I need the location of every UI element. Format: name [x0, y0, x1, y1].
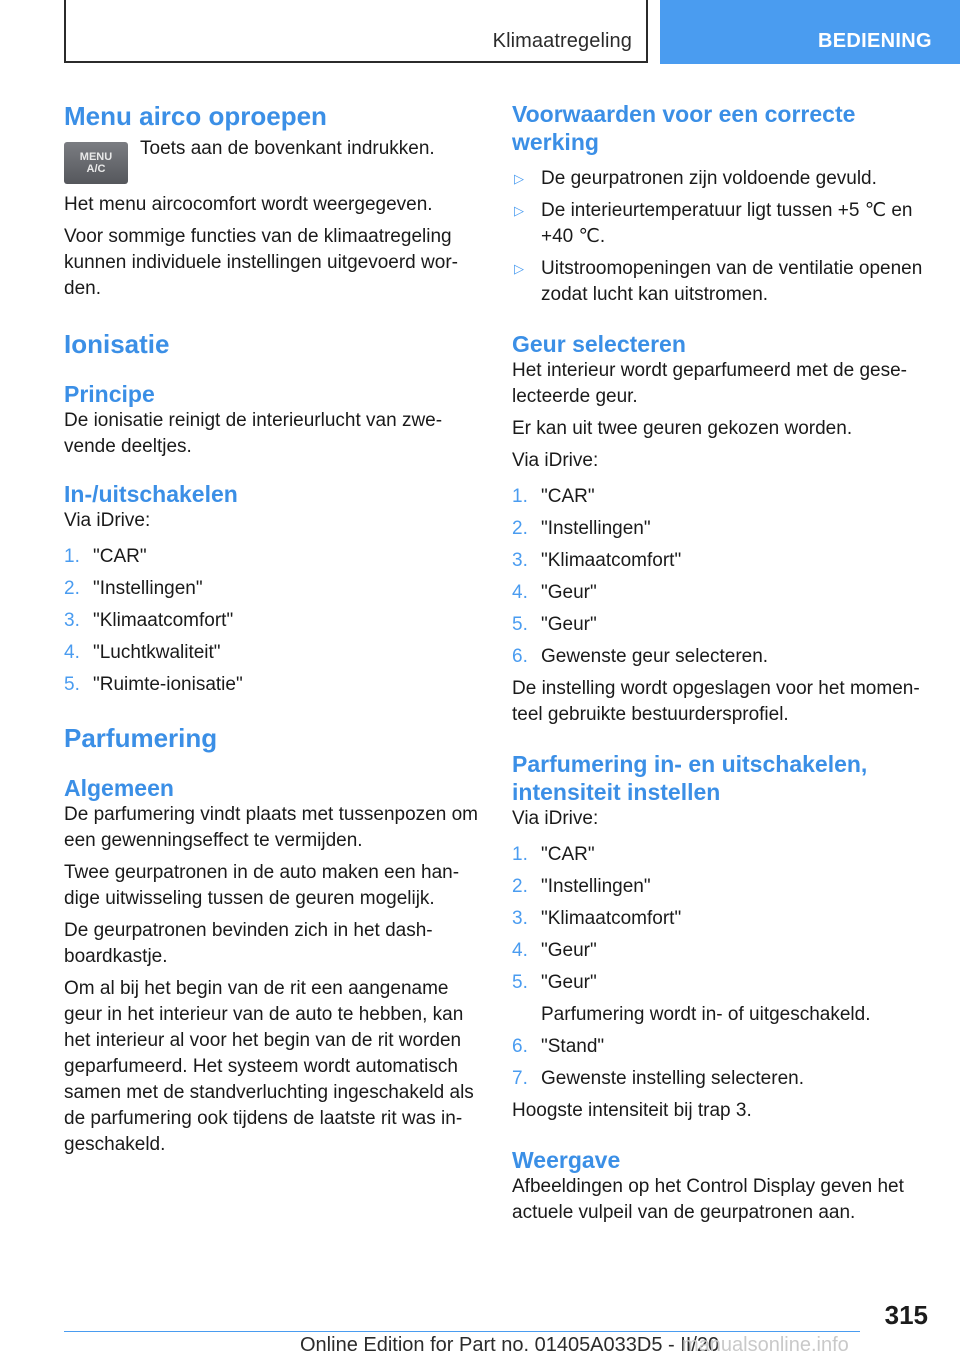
- list-item: [512, 874, 932, 900]
- step-number: 1.: [512, 844, 528, 865]
- parf-paragraph-1: Hoogste intensiteit bij trap 3.: [512, 1100, 752, 1121]
- header-tab-label: BEDIENING: [818, 30, 932, 52]
- footer-divider: [64, 1331, 860, 1332]
- step-number: 3.: [64, 610, 80, 631]
- step-text: "CAR": [541, 486, 595, 507]
- step-number: 6.: [512, 646, 528, 667]
- menu-button-line1: MENU: [79, 151, 113, 163]
- step-number: 2.: [64, 578, 80, 599]
- parfumering-heading: Parfumering: [64, 723, 218, 753]
- step-text: "CAR": [93, 546, 147, 567]
- algemeen-heading: Algemeen: [64, 775, 174, 801]
- condition-text: De geurpatronen zijn voldoende gevuld.: [541, 168, 877, 189]
- geur-intro: Via iDrive:: [512, 450, 599, 471]
- algemeen-paragraph-2: Twee geurpatronen in de auto maken een han-dige uitwisseling tussen de geuren mogelijk.: [64, 862, 460, 909]
- footer-edition-text: Online Edition for Part no. 01405A033D5 - II/20: [300, 1334, 720, 1356]
- voorwaarden-heading: Voorwaarden voor een correcte werking: [512, 101, 856, 155]
- step-subtext: Parfumering wordt in- of uitgeschakeld.: [541, 1004, 871, 1025]
- step-text: "Instellingen": [93, 578, 203, 599]
- step-number: 5.: [512, 972, 528, 993]
- ionisatie-heading: Ionisatie: [64, 329, 170, 359]
- step-number: 1.: [512, 486, 528, 507]
- weergave-paragraph: Afbeeldingen op het Control Display geven het actuele vulpeil van de geurpatronen aan.: [512, 1176, 904, 1223]
- list-item: [512, 166, 932, 192]
- menu-button-line2: A/C: [86, 163, 106, 175]
- step-number: 6.: [512, 1036, 528, 1057]
- list-item: [512, 906, 932, 932]
- list-item: [512, 970, 932, 1028]
- step-number: 3.: [512, 908, 528, 929]
- list-item: [512, 580, 932, 606]
- left-column: [64, 100, 480, 1158]
- step-number: 5.: [64, 674, 80, 695]
- watermark: [682, 1334, 849, 1357]
- menu-heading: Menu airco oproepen: [64, 101, 327, 131]
- algemeen-paragraph-3: De geurpatronen bevinden zich in het dash-boardkastje.: [64, 920, 433, 967]
- step-text: "Geur": [541, 582, 597, 603]
- geur-paragraph-2: Er kan uit twee geuren gekozen worden.: [512, 418, 853, 439]
- step-text: "Luchtkwaliteit": [93, 642, 221, 663]
- voorwaarden-list: [512, 166, 932, 308]
- step-number: 1.: [64, 546, 80, 567]
- triangle-bullet-icon: ▷: [514, 203, 524, 218]
- parf-steps-list: [512, 842, 932, 1092]
- step-number: 4.: [512, 940, 528, 961]
- list-item: [512, 198, 932, 250]
- header-tab: [660, 0, 960, 64]
- list-item: [512, 1034, 932, 1060]
- parf-intro: Via iDrive:: [512, 808, 599, 829]
- step-text: "Klimaatcomfort": [541, 908, 682, 929]
- menu-button-row: [64, 140, 480, 184]
- inuit-intro: Via iDrive:: [64, 510, 151, 531]
- step-text: "Ruimte-ionisatie": [93, 674, 243, 695]
- weergave-heading: Weergave: [512, 1147, 621, 1173]
- list-item: [512, 1066, 932, 1092]
- right-column: [512, 100, 932, 1226]
- step-number: 4.: [64, 642, 80, 663]
- principe-heading: Principe: [64, 381, 155, 407]
- step-text: "Geur": [541, 972, 597, 993]
- geur-paragraph-3: De instelling wordt opgeslagen voor het momen-teel gebruikte bestuurdersprofiel.: [512, 678, 920, 725]
- menu-paragraph-1: Het menu aircocomfort wordt weergegeven.: [64, 194, 433, 215]
- step-text: "Klimaatcomfort": [93, 610, 234, 631]
- triangle-bullet-icon: ▷: [514, 261, 524, 276]
- step-number: 7.: [512, 1068, 528, 1089]
- list-item: [64, 608, 480, 634]
- parf-heading: Parfumering in- en uitschakelen, intensiteit instellen: [512, 751, 868, 805]
- step-text: "CAR": [541, 844, 595, 865]
- geur-paragraph-1: Het interieur wordt geparfumeerd met de gese-lecteerde geur.: [512, 360, 907, 407]
- inuit-heading: In-/uitschakelen: [64, 481, 238, 507]
- step-text: "Geur": [541, 940, 597, 961]
- principe-text: De ionisatie reinigt de interieurlucht van zwe-vende deeltjes.: [64, 410, 443, 457]
- list-item: [64, 640, 480, 666]
- list-item: [512, 612, 932, 638]
- step-text: "Geur": [541, 614, 597, 635]
- page-number: 315: [884, 1300, 928, 1330]
- menu-paragraph-2: Voor sommige functies van de klimaatregeling kunnen individuele instellingen uitgevoerd wor-den.: [64, 226, 458, 299]
- geur-heading: Geur selecteren: [512, 331, 686, 357]
- step-number: 3.: [512, 550, 528, 571]
- watermark-site: manualsonline.info: [682, 1334, 849, 1356]
- inuit-steps-list: [64, 544, 480, 698]
- algemeen-paragraph-4: Om al bij het begin van de rit een aangename geur in het interieur van de auto te hebben, kan het interieur al voor het begin van de rit worden geparfumeerd. Het systeem wordt automatisch samen met de standverluchting ingeschakeld als de parfumering ook tijdens de laatste rit was in-geschakeld.: [64, 978, 474, 1155]
- step-text: "Instellingen": [541, 876, 651, 897]
- step-number: 2.: [512, 876, 528, 897]
- step-number: 4.: [512, 582, 528, 603]
- list-item: [512, 842, 932, 868]
- list-item: [512, 548, 932, 574]
- condition-text: Uitstroomopeningen van de ventilatie openen zodat lucht kan uitstromen.: [541, 258, 923, 305]
- list-item: [512, 516, 932, 542]
- list-item: [512, 484, 932, 510]
- header-section-box: [64, 0, 648, 63]
- menu-ac-button-icon: [64, 142, 128, 184]
- list-item: [64, 544, 480, 570]
- list-item: [64, 576, 480, 602]
- step-text: "Klimaatcomfort": [541, 550, 682, 571]
- step-number: 2.: [512, 518, 528, 539]
- step-text: Gewenste instelling selecteren.: [541, 1068, 804, 1089]
- list-item: [512, 256, 932, 308]
- geur-steps-list: [512, 484, 932, 670]
- list-item: [64, 672, 480, 698]
- step-text: "Stand": [541, 1036, 605, 1057]
- header-section-title: Klimaatregeling: [492, 30, 632, 52]
- algemeen-paragraph-1: De parfumering vindt plaats met tussenpozen om een gewenningseffect te vermijden.: [64, 804, 478, 851]
- step-text: "Instellingen": [541, 518, 651, 539]
- list-item: [512, 938, 932, 964]
- menu-press-text: Toets aan de bovenkant indrukken.: [140, 138, 435, 159]
- list-item: [512, 644, 932, 670]
- step-text: Gewenste geur selecteren.: [541, 646, 769, 667]
- condition-text: De interieurtemperatuur ligt tussen +5 ℃ en +40 ℃.: [541, 200, 913, 247]
- triangle-bullet-icon: ▷: [514, 171, 524, 186]
- step-number: 5.: [512, 614, 528, 635]
